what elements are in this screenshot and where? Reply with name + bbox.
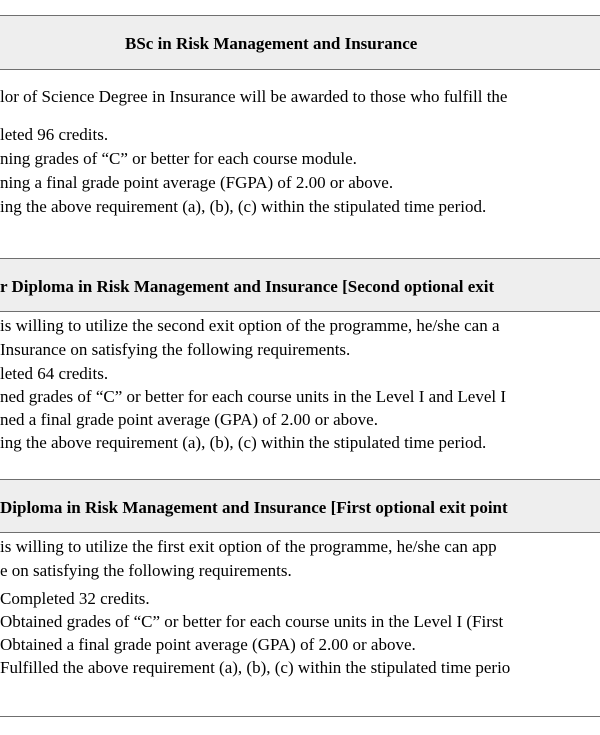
- section-1-line-5: ing the above requirement (a), (b), (c) within the stipulated time period.: [0, 197, 487, 216]
- bottom-rule: [0, 716, 600, 717]
- section-2-heading-rule: [0, 311, 600, 312]
- section-1-heading-rule: [0, 69, 600, 70]
- section-3-line-5: Obtained a final grade point average (GPA) of 2.00 or above.: [0, 635, 416, 654]
- section-1-line-4: ning a final grade point average (FGPA) of 2.00 or above.: [0, 173, 394, 192]
- section-2-heading: r Diploma in Risk Management and Insurance [Second optional exit: [0, 277, 495, 296]
- section-3-line-3: Completed 32 credits.: [0, 589, 150, 608]
- section-2-line-4: ned grades of “C” or better for each course units in the Level I and Level I: [0, 387, 507, 406]
- section-1-line-2: leted 96 credits.: [0, 125, 109, 144]
- section-2-line-3: leted 64 credits.: [0, 364, 109, 383]
- section-1-line-1: lor of Science Degree in Insurance will be awarded to those who fulfill the: [0, 87, 508, 106]
- section-3-line-4: Obtained grades of “C” or better for each course units in the Level I (First: [0, 612, 504, 631]
- section-1-heading: BSc in Risk Management and Insurance: [125, 34, 418, 53]
- section-2-line-2: Insurance on satisfying the following requirements.: [0, 340, 351, 359]
- section-3-line-2: e on satisfying the following requirements.: [0, 561, 292, 580]
- section-1-line-3: ning grades of “C” or better for each course module.: [0, 149, 357, 168]
- section-3-line-6: Fulfilled the above requirement (a), (b), (c) within the stipulated time perio: [0, 658, 511, 677]
- section-3-heading-rule: [0, 532, 600, 533]
- section-2-line-5: ned a final grade point average (GPA) of 2.00 or above.: [0, 410, 378, 429]
- section-2-line-6: ing the above requirement (a), (b), (c) within the stipulated time period.: [0, 433, 487, 452]
- section-3-line-1: is willing to utilize the first exit option of the programme, he/she can app: [0, 537, 497, 556]
- section-3-heading: Diploma in Risk Management and Insurance [First optional exit point: [0, 498, 508, 517]
- section-2-line-1: is willing to utilize the second exit option of the programme, he/she can a: [0, 316, 500, 335]
